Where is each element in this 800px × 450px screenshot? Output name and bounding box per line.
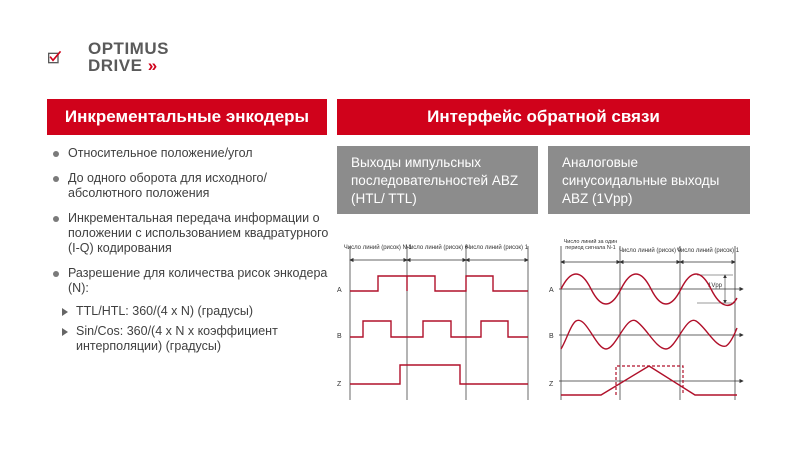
- channel-label: Z: [549, 381, 554, 388]
- pulse-diagram: [337, 244, 529, 400]
- signal-diagram: [333, 238, 753, 408]
- sub-bullet-item: TTL/HTL: 360/(4 x N) (градусы): [52, 304, 332, 319]
- channel-label: Z: [337, 381, 342, 388]
- analog-diagram: [549, 239, 743, 400]
- bullet-item: Разрешение для количества рисок энкодера (N):: [52, 266, 332, 296]
- channel-label: B: [337, 333, 342, 340]
- channel-label: B: [549, 333, 554, 340]
- z-signal-triangle: [561, 366, 737, 395]
- sine-signal-a: [561, 274, 737, 305]
- logo-line2: DRIVE: [88, 56, 143, 75]
- diagram-label: Число линий за один период сигнала N-1: [563, 239, 618, 251]
- pulse-signal-z: [350, 365, 528, 384]
- channel-label: A: [549, 287, 554, 294]
- diagram-label: Число линий (риcок) 0: [618, 248, 682, 254]
- channel-label: A: [337, 287, 342, 294]
- pulse-signal-b: [350, 321, 528, 337]
- bullet-item: Относительное положение/угол: [52, 146, 332, 161]
- header-incremental-encoders: Инкрементальные энкодеры: [47, 99, 327, 135]
- diagram-label: Число линий (риcок) N-1: [343, 245, 413, 251]
- box-pulse-outputs: Выходы импульсных последовательностей ABZ (HTL/ TTL): [337, 146, 538, 214]
- diagram-label: Число линий (риcок) 0: [405, 245, 469, 251]
- sub-bullet-item: Sin/Cos: 360/(4 x N x коэффициент интерполяции) (градусы): [52, 324, 332, 354]
- logo-chevrons-icon: »: [147, 56, 158, 75]
- logo-wordmark: [88, 40, 169, 74]
- bullet-item: Инкрементальная передача информации о положении с использованием квадратурного (I-Q) кодирования: [52, 211, 332, 256]
- logo-line1: OPTIMUS: [88, 39, 169, 58]
- box-analog-outputs: Аналоговые синусоидальные выходы ABZ (1Vpp): [548, 146, 750, 214]
- diagram-label: Число линий (риcок) 1: [465, 245, 529, 251]
- logo-checkbox-icon: [48, 38, 88, 78]
- bullet-item: До одного оборота для исходного/ абсолютного положения: [52, 171, 332, 201]
- bullet-list: [52, 146, 332, 359]
- sub-bullet-list: [52, 304, 332, 354]
- pulse-signal-a: [350, 276, 528, 291]
- header-feedback-interface: Интерфейс обратной связи: [337, 99, 750, 135]
- amplitude-label: 1Vpp: [708, 283, 723, 289]
- diagram-label: Число линий (риcок) 1: [676, 248, 740, 254]
- sine-signal-b: [561, 320, 737, 349]
